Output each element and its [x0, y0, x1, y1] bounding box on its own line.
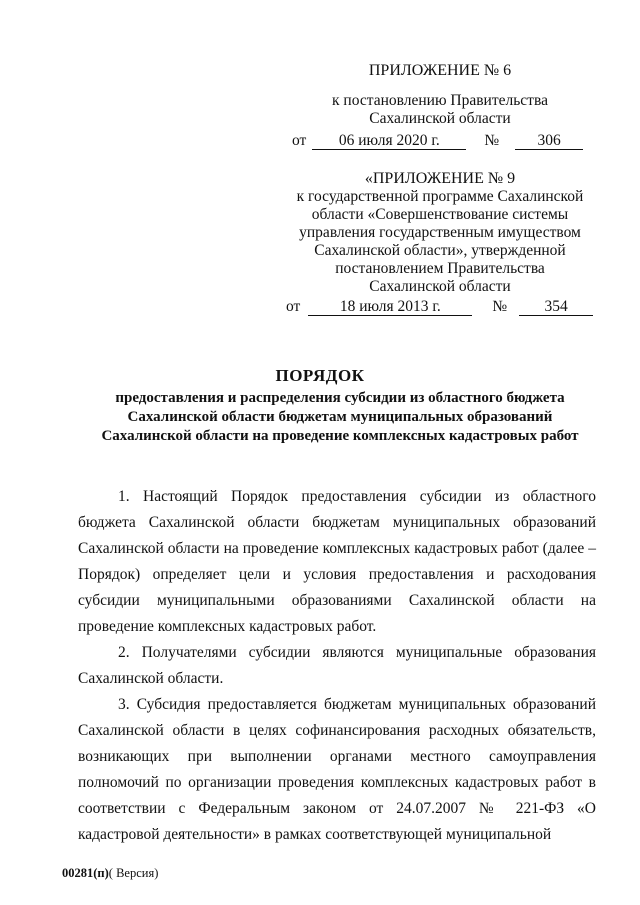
appendix-6-line: к постановлению Правительства — [332, 92, 548, 109]
paragraph: 2. Получателями субсидии являются муниципальные образования Сахалинской области. — [78, 644, 596, 687]
subtitle-line: Сахалинской области бюджетам муниципальных образований — [127, 409, 553, 425]
appendix-9-reference — [286, 298, 600, 316]
appendix-6-line: Сахалинской области — [369, 110, 511, 127]
appendix-9-line: Сахалинской области — [369, 278, 511, 295]
paragraph: 3. Субсидия предоставляется бюджетам муниципальных образований Сахалинской области в целях софинансирования расходных обязательств, возникающих при выполнении органами местного самоуправления полномочий по организации проведения комплексных кадастровых работ в соответствии с Федеральным законом от 24.07.2007 № 221-ФЗ «О кадастровой деятельности» в рамках соответствующей муниципальной — [78, 696, 596, 843]
document-code: 00281(п) — [62, 866, 109, 880]
document-subtitle — [70, 389, 610, 446]
decree-date: 06 июля 2020 г. — [312, 133, 466, 150]
decree-date: 18 июля 2013 г. — [308, 299, 472, 316]
from-label: от — [286, 298, 301, 315]
appendix-6-title: ПРИЛОЖЕНИЕ № 6 — [368, 62, 512, 79]
appendix-9-header — [280, 170, 600, 316]
subtitle-line: предоставления и распределения субсидии из областного бюджета — [115, 390, 565, 406]
from-label: от — [292, 132, 307, 149]
decree-number: 354 — [519, 299, 593, 316]
appendix-9-line: к государственной программе Сахалинской — [296, 188, 584, 205]
paragraph: 1. Настоящий Порядок предоставления субсидии из областного бюджета Сахалинской области бюджетам муниципальных образований Сахалинской области на проведение комплексных кадастровых работ (далее – Порядок) определяет цели и условия предоставления и расходования субсидии муниципальными образованиями Сахалинской области на проведение комплексных кадастровых работ. — [78, 488, 596, 635]
appendix-9-line: области «Совершенствование системы — [311, 206, 569, 223]
number-label: № — [492, 298, 508, 315]
appendix-9-title: «ПРИЛОЖЕНИЕ № 9 — [364, 170, 516, 187]
version-label: ( Версия) — [108, 866, 159, 880]
document-body — [78, 484, 596, 848]
appendix-9-line: постановлением Правительства — [335, 260, 545, 277]
document-title: ПОРЯДОК — [275, 366, 365, 385]
number-label: № — [484, 132, 500, 149]
appendix-9-line: управления государственным имуществом — [299, 224, 581, 241]
appendix-9-line: Сахалинской области», утвержденной — [314, 242, 566, 259]
appendix-6-header — [280, 62, 600, 150]
decree-number: 306 — [515, 133, 583, 150]
page-footer — [62, 866, 158, 881]
appendix-6-reference — [292, 132, 600, 150]
subtitle-line: Сахалинской области на проведение комплексных кадастровых работ — [101, 428, 579, 444]
